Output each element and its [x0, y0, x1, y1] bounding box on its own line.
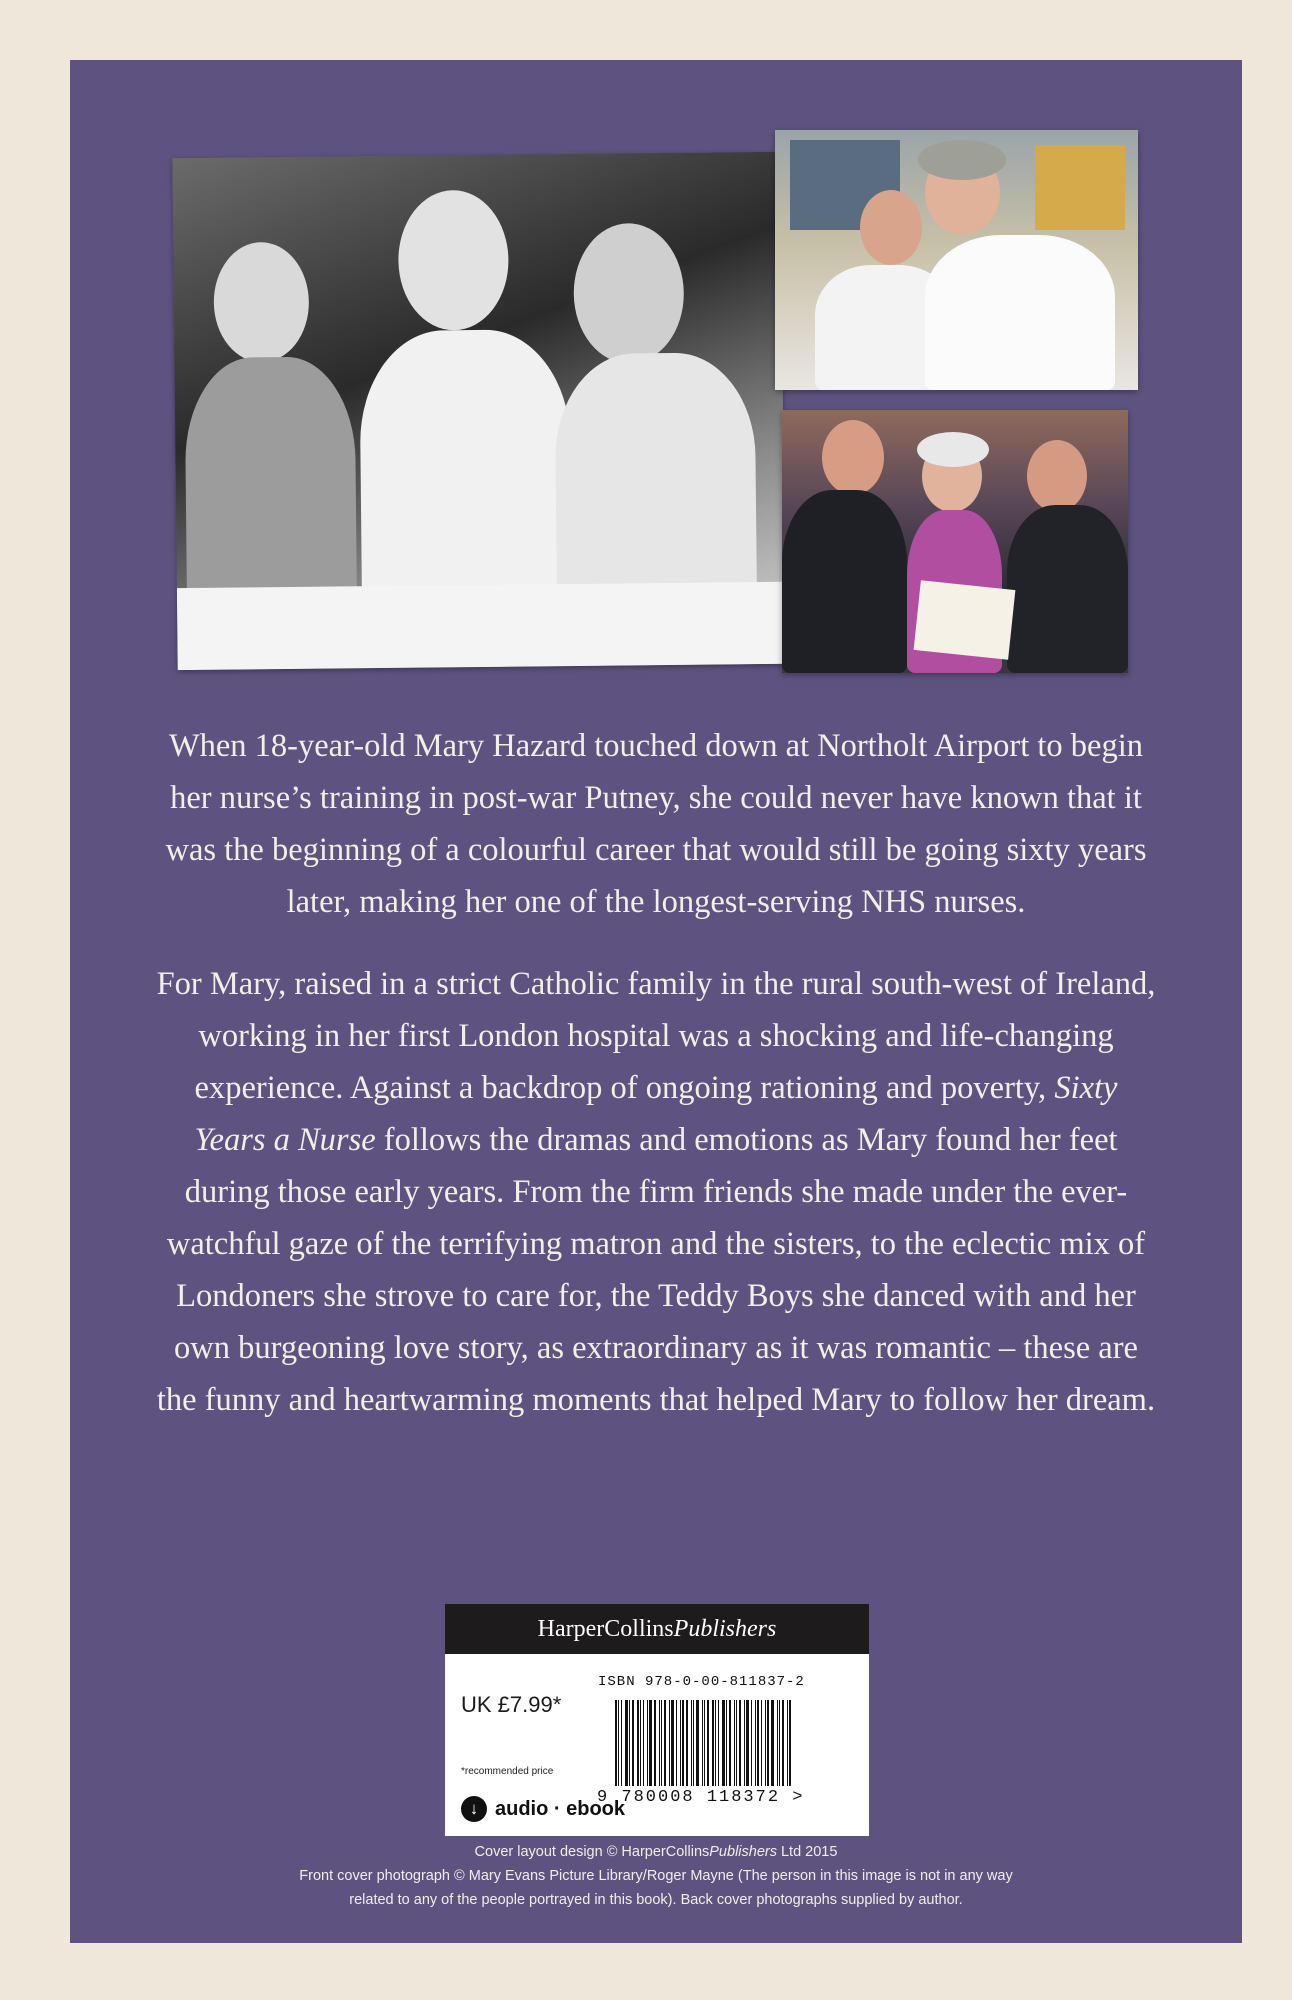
mayor-suit [782, 490, 907, 673]
nurse-face-center [398, 190, 509, 331]
barcode-bar [637, 1700, 639, 1786]
man-face [1027, 440, 1087, 512]
barcode-bar [718, 1700, 719, 1786]
barcode-bar [782, 1700, 784, 1786]
download-circle-icon: ↓ [461, 1796, 487, 1822]
isbn: ISBN 978-0-00-811837-2 [598, 1674, 805, 1690]
barcode-box [445, 1604, 869, 1836]
barcode-bar [669, 1700, 670, 1786]
barcode-bar [682, 1700, 684, 1786]
blurb-paragraph-2 [155, 958, 1157, 1426]
credit-line-1 [70, 1840, 1242, 1864]
barcode-bar [751, 1700, 752, 1786]
barcode-bar [736, 1700, 737, 1786]
nurse-face-right [573, 223, 684, 364]
grey-hair [918, 140, 1006, 180]
photo-two-nurses [775, 130, 1138, 390]
nurse-apron-center [359, 329, 572, 611]
white-hair [917, 432, 989, 467]
barcode-bar [654, 1700, 656, 1786]
barcode-bar [625, 1700, 628, 1786]
credit-line-1-suffix: Ltd 2015 [776, 1844, 838, 1860]
recommended-price-note: *recommended price [461, 1766, 554, 1777]
barcode-bar [696, 1700, 699, 1786]
barcode-bar [739, 1700, 741, 1786]
price: UK £7.99* [461, 1692, 562, 1717]
formats-label: audio · ebook [495, 1797, 625, 1820]
nurse-face-left [213, 242, 309, 363]
barcode-bar [676, 1700, 677, 1786]
barcode-bar [726, 1700, 727, 1786]
nurse-body-left [184, 356, 357, 618]
barcode-bar [722, 1700, 725, 1786]
barcode-bar [621, 1700, 622, 1786]
barcode-bar [647, 1700, 648, 1786]
barcode-bar [707, 1700, 709, 1786]
barcode-bar [659, 1700, 660, 1786]
barcode-bar [771, 1700, 774, 1786]
barcode-bar [671, 1700, 674, 1786]
barcode-bar [649, 1700, 652, 1786]
table-cloth [177, 582, 786, 670]
nurse-apron-right [554, 352, 757, 614]
barcode-bar [691, 1700, 692, 1786]
photo-award-presentation [782, 410, 1128, 673]
barcode-bar [618, 1700, 619, 1786]
blurb-paragraph-2-start: For Mary, raised in a strict Catholic family in the rural south-west of Ireland, working in her first London hospital was a shocking and life-changing experience. Against a backdrop of ongoing rationing and poverty, [156, 966, 1156, 1106]
man-suit [1007, 505, 1128, 673]
barcode-bar [661, 1700, 662, 1786]
barcode-bar [704, 1700, 705, 1786]
barcode-bar [640, 1700, 641, 1786]
barcode-bar [757, 1700, 759, 1786]
credit-line-1-italic: Publishers [709, 1844, 777, 1860]
barcode-bar [777, 1700, 778, 1786]
barcode-bar [712, 1700, 714, 1786]
white-uniform-2 [925, 235, 1115, 390]
barcode-bar [744, 1700, 745, 1786]
barcode-bar [702, 1700, 703, 1786]
publisher-bar [445, 1604, 869, 1654]
barcode-bar [755, 1700, 756, 1786]
barcode-bar [729, 1700, 731, 1786]
credit-line-2: Front cover photograph © Mary Evans Picture Library/Roger Mayne (The person in this image is not in any way [299, 1868, 1013, 1884]
barcode-bar [761, 1700, 762, 1786]
barcode-bar [765, 1700, 766, 1786]
barcode-bar [734, 1700, 735, 1786]
back-cover-panel [70, 60, 1242, 1943]
mayor-face [822, 420, 884, 495]
wall-poster [1035, 145, 1125, 230]
nurse-face-1 [860, 190, 922, 265]
barcode-bar [680, 1700, 681, 1786]
photo-nurses-black-white [172, 152, 785, 670]
barcode-bar [632, 1700, 634, 1786]
barcode-bar [686, 1700, 688, 1786]
barcode-bar [746, 1700, 749, 1786]
barcode-digits: 9 780008 118372 > [597, 1788, 805, 1807]
barcode-bar [615, 1700, 617, 1786]
credit-line-3: related to any of the people portrayed in this book). Back cover photographs supplied by author. [349, 1892, 963, 1908]
credit-line-1-prefix: Cover layout design © HarperCollins [474, 1844, 710, 1860]
book-title: Sixty Years a Nurse [194, 1070, 1118, 1158]
publisher-suffix: Publishers [673, 1616, 777, 1642]
credits [70, 1840, 1242, 1912]
blurb-paragraph-1: When 18-year-old Mary Hazard touched down at Northolt Airport to begin her nurse’s training in post-war Putney, she could never have known that it was the beginning of a colourful career that would still be going sixty years later, making her one of the longest-serving NHS nurses. [165, 728, 1147, 920]
certificate [914, 580, 1016, 660]
barcode-bar [787, 1700, 788, 1786]
barcode-bar [693, 1700, 694, 1786]
barcode-bar [664, 1700, 666, 1786]
blurb [155, 720, 1157, 1456]
barcode-bar [779, 1700, 780, 1786]
barcode-bar [767, 1700, 769, 1786]
barcode-bar [789, 1700, 791, 1786]
publisher-name: HarperCollins [537, 1616, 674, 1642]
barcode-bars [615, 1700, 815, 1786]
blurb-paragraph-2-end: follows the dramas and emotions as Mary found her feet during those early years. From the firm friends she made under the ever-watchful gaze of the terrifying matron and the sisters, to the eclectic mix of Londoners she strove to care for, the Teddy Boys she danced with and her own burgeoning love story, as extraordinary as it was romantic – these are the funny and heartwarming moments that helped Mary to follow her dream. [156, 1122, 1156, 1418]
barcode-bar [715, 1700, 716, 1786]
barcode-bar [643, 1700, 644, 1786]
barcode-bar [629, 1700, 630, 1786]
